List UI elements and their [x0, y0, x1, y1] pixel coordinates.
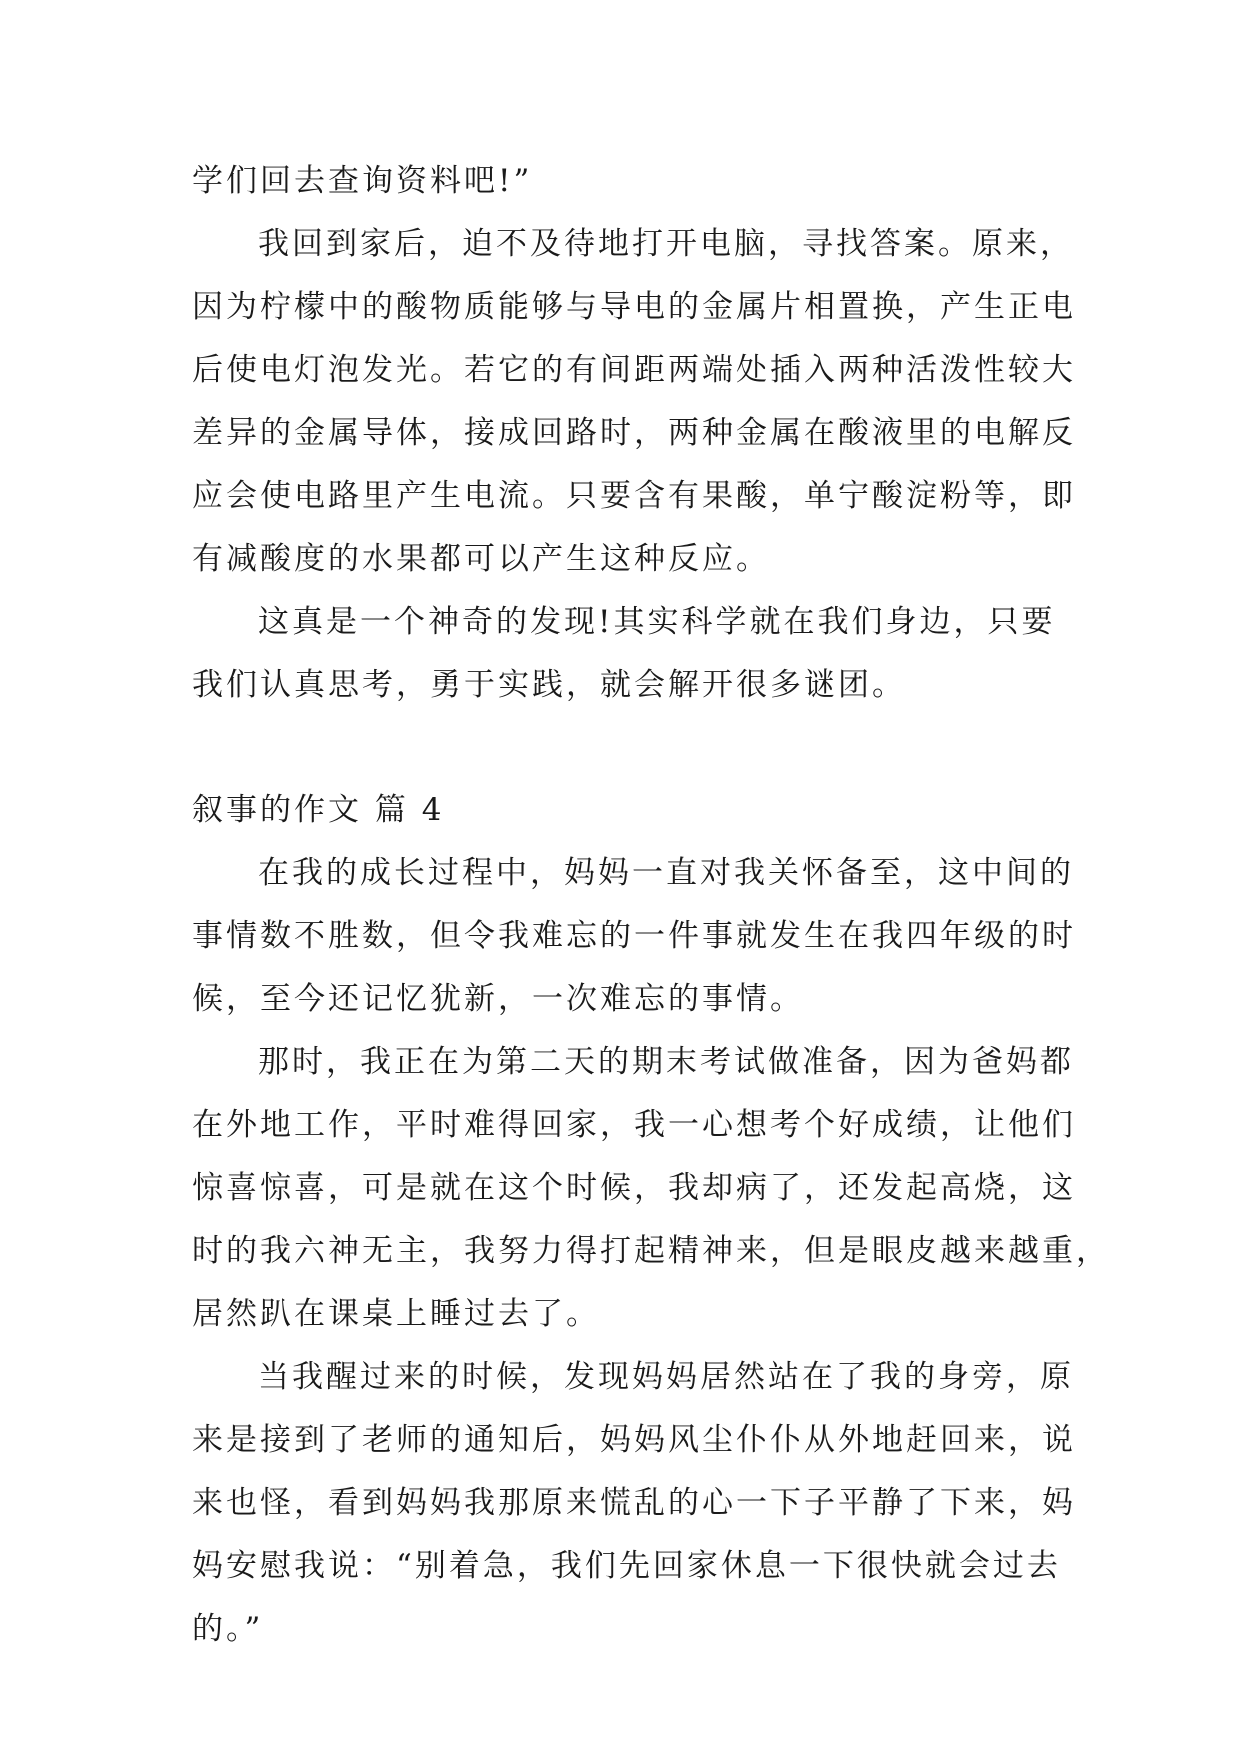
text-line: 在我的成长过程中，妈妈一直对我关怀备至，这中间的 — [258, 855, 1074, 891]
text-line: 事情数不胜数，但令我难忘的一件事就发生在我四年级的时 — [192, 918, 1076, 954]
text-line: 当我醒过来的时候，发现妈妈居然站在了我的身旁，原 — [258, 1359, 1074, 1395]
text-line: 来也怪，看到妈妈我那原来慌乱的心一下子平静了下来，妈 — [192, 1485, 1076, 1521]
text-line: 居然趴在课桌上睡过去了。 — [192, 1296, 600, 1332]
text-line: 后使电灯泡发光。若它的有间距两端处插入两种活泼性较大 — [192, 352, 1076, 388]
text-line: 那时，我正在为第二天的期末考试做准备，因为爸妈都 — [258, 1044, 1074, 1080]
text-line: 差异的金属导体，接成回路时，两种金属在酸液里的电解反 — [192, 415, 1076, 451]
document-page — [192, 150, 1110, 1661]
text-line: 应会使电路里产生电流。只要含有果酸，单宁酸淀粉等，即 — [192, 478, 1076, 514]
text-line: 时的我六神无主，我努力得打起精神来，但是眼皮越来越重， — [192, 1233, 1110, 1269]
text-line: 因为柠檬中的酸物质能够与导电的金属片相置换，产生正电 — [192, 289, 1076, 325]
text-line: 学们回去查询资料吧!” — [192, 163, 533, 199]
section-heading: 叙事的作文 篇 4 — [192, 792, 445, 828]
text-line: 我们认真思考，勇于实践，就会解开很多谜团。 — [192, 667, 906, 703]
text-line: 有减酸度的水果都可以产生这种反应。 — [192, 541, 770, 577]
text-line: 这真是一个神奇的发现!其实科学就在我们身边，只要 — [258, 604, 1056, 640]
text-line: 我回到家后，迫不及待地打开电脑，寻找答案。原来， — [258, 226, 1074, 262]
text-line: 来是接到了老师的通知后，妈妈风尘仆仆从外地赶回来，说 — [192, 1422, 1076, 1458]
text-line: 惊喜惊喜，可是就在这个时候，我却病了，还发起高烧，这 — [192, 1170, 1076, 1206]
text-line: 的。” — [192, 1611, 264, 1647]
text-line: 候，至今还记忆犹新，一次难忘的事情。 — [192, 981, 804, 1017]
text-line: 在外地工作，平时难得回家，我一心想考个好成绩，让他们 — [192, 1107, 1076, 1143]
text-line: 妈安慰我说：“别着急，我们先回家休息一下很快就会过去 — [192, 1548, 1061, 1584]
